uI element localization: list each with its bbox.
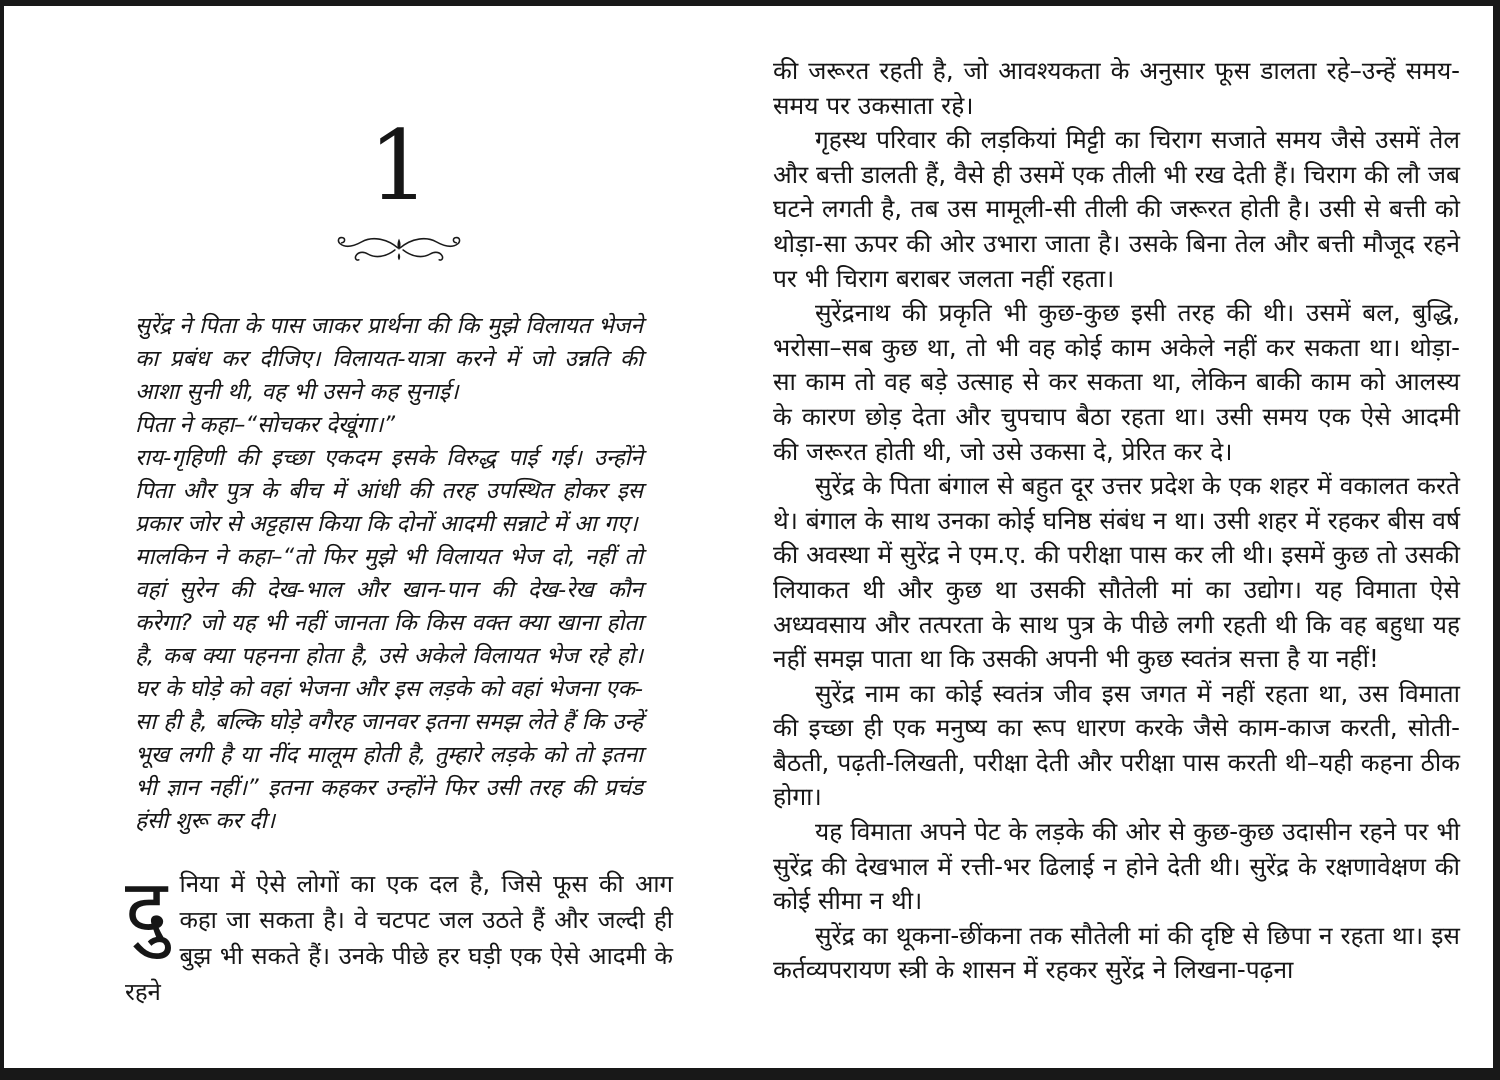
body-paragraph: की जरूरत रहती है, जो आवश्यकता के अनुसार फूस डालता रहे–उन्हें समय-समय पर उकसाता रहे। [773,56,1460,120]
body-paragraph: सुरेंद्र के पिता बंगाल से बहुत दूर उत्तर प्रदेश के एक शहर में वकालत करते थे। बंगाल के साथ उनका कोई घनिष्ठ संबंध न था। उसी शहर में रहकर बीस वर्ष की अवस्था में सुरेंद्र ने एम.ए. की परीक्षा पास कर ली थी। इसमें कुछ तो उसकी लियाकत थी और कुछ था उसकी सौतेली मां का उद्योग। यह विमाता ऐसे अध्यवसाय और तत्परता के साथ पुत्र के पीछे लगी रहती थी कि वह बहुधा यह नहीं समझ पाता था कि उसकी अपनी भी कुछ स्वतंत्र सत्ता है या नहीं! [773,471,1460,674]
opening-paragraph: पिता ने कहा–“सोचकर देखूंगा।” [135,412,396,438]
dropcap-paragraph [125,862,673,1010]
dropcap-paragraph-text: निया में ऐसे लोगों का एक दल है, जिसे फूस की आग कहा जा सकता है। वे चटपट जल उठते हैं और जल्दी ही बुझ भी सकते हैं। उनके पीछे हर घड़ी एक ऐसे आदमी के रहने [125,870,673,1006]
body-paragraph: गृहस्थ परिवार की लड़कियां मिट्टी का चिराग सजाते समय जैसे उसमें तेल और बत्ती डालती हैं, वैसे ही उसमें एक तीली भी रख देती हैं। चिराग की लौ जब घटने लगती है, तब उस मामूली-सी तीली की जरूरत होती है। उसी से बत्ती को थोड़ा-सा ऊपर की ओर उभारा जाता है। उसके बिना तेल और बत्ती मौजूद रहने पर भी चिराग बराबर जलता नहीं रहता। [773,125,1460,293]
dropcap-letter: दु [125,862,168,955]
opening-paragraph: मालकिन ने कहा–“तो फिर मुझे भी विलायत भेज दो, नहीं तो वहां सुरेन की देख-भाल और खान-पान की देख-रेख कौन करेगा? जो यह भी नहीं जानता कि किस वक्त क्या खाना होता है, कब क्या पहनना होता है, उसे अकेले विलायत भेज रहे हो। घर के घोड़े को वहां भेजना और इस लड़के को वहां भेजना एक-सा ही है, बल्कि घोड़े वगैरह जानवर इतना समझ लेते हैं कि उन्हें भूख लगी है या नींद मालूम होती है, तुम्हारे लड़के को तो इतना भी ज्ञान नहीं।” इतना कहकर उन्होंने फिर उसी तरह की प्रचंड हंसी शुरू कर दी। [135,544,643,834]
floral-flourish-divider-icon [332,234,466,266]
body-paragraph: सुरेंद्रनाथ की प्रकृति भी कुछ-कुछ इसी तरह की थी। उसमें बल, बुद्धि, भरोसा–सब कुछ था, तो भी वह कोई काम अकेले नहीं कर सकता था। थोड़ा-सा काम तो वह बड़े उत्साह से कर सकता था, लेकिन बाकी काम को आलस्य के कारण छोड़ देता और चुपचाप बैठा रहता था। उसी समय एक ऐसे आदमी की जरूरत होती थी, जो उसे उकसा दे, प्रेरित कर दे। [773,298,1460,466]
chapter-number: 1 [368,110,430,222]
body-paragraph: सुरेंद्र नाम का कोई स्वतंत्र जीव इस जगत में नहीं रहता था, उस विमाता की इच्छा ही एक मनुष्य का रूप धारण करके जैसे काम-काज करती, सोती-बैठती, पढ़ती-लिखती, परीक्षा देती और परीक्षा पास करती थी–यही कहना ठीक होगा। [773,678,1460,812]
first-body-paragraph [125,862,673,1010]
body-paragraph: यह विमाता अपने पेट के लड़के की ओर से कुछ-कुछ उदासीन रहने पर भी सुरेंद्र की देखभाल में रत्ती-भर ढिलाई न होने देती थी। सुरेंद्र के रक्षणावेक्षण की कोई सीमा न थी। [773,817,1460,916]
right-page [773,54,1460,988]
opening-paragraph: सुरेंद्र ने पिता के पास जाकर प्रार्थना की कि मुझे विलायत भेजने का प्रबंध कर दीजिए। विलायत-यात्रा करने में जो उन्नति की आशा सुनी थी, वह भी उसने कह सुनाई। [135,313,643,405]
left-page [125,0,673,1010]
opening-paragraph: राय-गृहिणी की इच्छा एकदम इसके विरुद्ध पाई गई। उन्होंने पिता और पुत्र के बीच में आंधी की तरह उपस्थित होकर इस प्रकार जोर से अट्टहास किया कि दोनों आदमी सन्नाटे में आ गए। [135,445,643,537]
body-paragraph: सुरेंद्र का थूकना-छींकना तक सौतेली मां की दृष्टि से छिपा न रहता था। इस कर्तव्यपरायण स्त्री के शासन में रहकर सुरेंद्र ने लिखना-पढ़ना [773,920,1460,985]
chapter-opening-italic-block [125,310,673,838]
